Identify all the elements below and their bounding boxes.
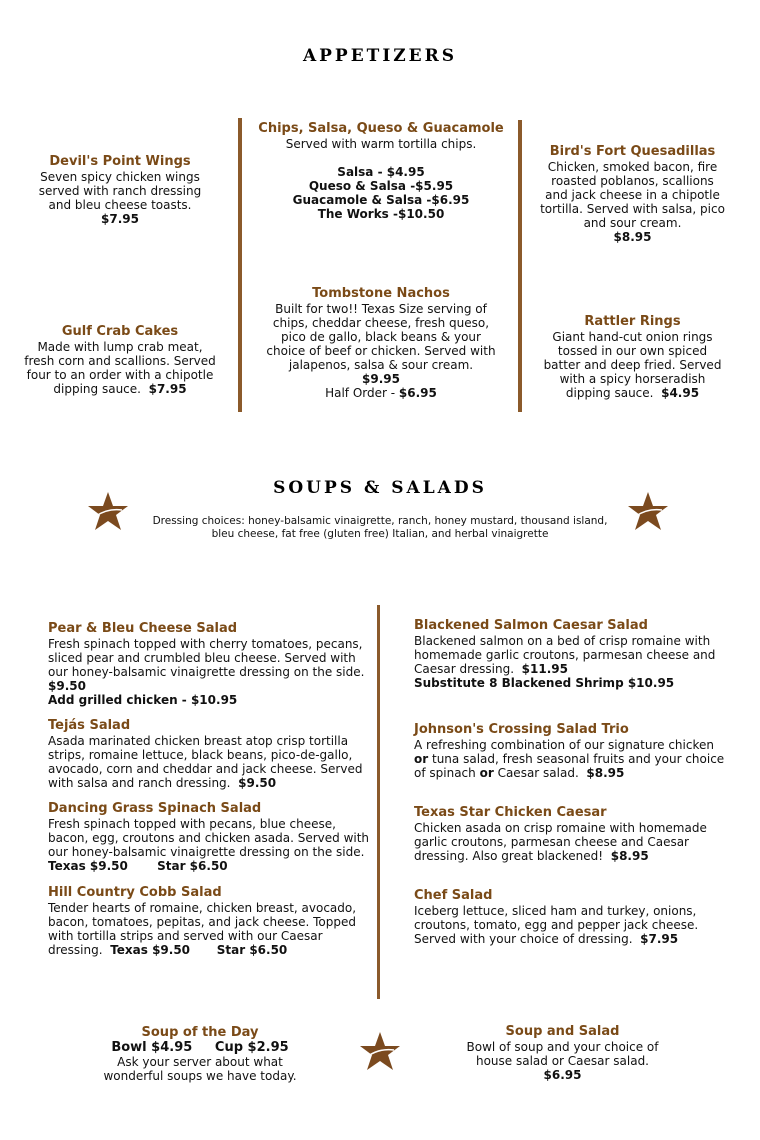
item-title: Gulf Crab Cakes [61,324,179,339]
item-substitute: Substitute 8 Blackened Shrimp $10.95 [414,676,675,690]
item-desc-line: Giant hand-cut onion rings [552,330,713,344]
price-texas: Texas $9.50 [48,859,128,873]
item-desc-line: chips, cheddar cheese, fresh queso, [272,316,490,330]
menu-item-gulf-crab-cakes [20,325,220,396]
menu-item-soup-and-salad [450,1025,675,1082]
item-title: Devil's Point Wings [49,154,191,169]
menu-item-pear-bleu-salad [48,622,364,707]
half-order-label: Half Order - [325,386,396,400]
item-desc-line: and sour cream. [583,216,682,230]
item-desc-line: roasted poblanos, scallions [551,174,714,188]
item-desc-line: Served with your choice of dressing. [414,932,633,946]
menu-item-soup-of-the-day [80,1026,320,1083]
item-title: Tombstone Nachos [312,286,450,301]
item-title: Blackened Salmon Caesar Salad [414,618,648,633]
item-addon: Add grilled chicken - $10.95 [48,693,238,707]
menu-item-tombstone-nachos [250,287,512,400]
item-desc-line: Blackened salmon on a bed of crisp romaine with [414,634,711,648]
item-desc-line: bacon, egg, croutons and chicken asada. Served with [48,831,370,845]
item-title: Chef Salad [414,888,493,903]
menu-item-birds-fort-quesadillas [530,145,735,244]
item-title: Bird's Fort Quesadillas [549,144,716,159]
item-price: $8.95 [613,230,652,244]
item-price: Guacamole & Salsa -$6.95 [292,193,470,207]
menu-item-rattler-rings [530,315,735,400]
item-desc-line: with a spicy horseradish [559,372,706,386]
item-title: Dancing Grass Spinach Salad [48,801,262,816]
item-desc-line: Fresh spinach topped with cherry tomatoes, pecans, [48,637,363,651]
menu-item-chef-salad [414,889,698,946]
item-price: Salsa - $4.95 [337,165,425,179]
item-desc-line: pico de gallo, black beans & your [281,330,481,344]
item-desc-line: and jack cheese in a chipotle [545,188,720,202]
item-desc-line: tossed in our own spiced [557,344,708,358]
item-desc-line: Fresh spinach topped with pecans, blue cheese, [48,817,336,831]
dressing-choices [100,515,660,541]
star-icon [358,1030,402,1074]
item-desc-line: served with ranch dressing [38,184,202,198]
item-title: Pear & Bleu Cheese Salad [48,621,238,636]
dressing-line: Dressing choices: honey-balsamic vinaigrette, ranch, honey mustard, thousand island, [152,515,608,527]
item-desc-line: Chicken asada on crisp romaine with homemade [414,821,707,835]
item-title: Rattler Rings [584,314,681,329]
item-price: $8.95 [586,766,625,780]
item-desc-line: dipping sauce. [565,386,654,400]
item-desc-line: dressing. [48,943,103,957]
item-title: Soup of the Day [141,1025,259,1040]
menu-item-dancing-grass-salad [48,802,369,873]
item-title: Chips, Salsa, Queso & Guacamole [258,121,504,136]
half-order-price: $6.95 [398,386,437,400]
price-star: Star $6.50 [216,943,288,957]
item-price: The Works -$10.50 [317,207,445,221]
item-desc-line: of spinach [414,766,476,780]
item-desc-line: Bowl of soup and your choice of [466,1040,659,1054]
appetizers-heading: APPETIZERS [302,46,458,66]
item-desc-line: dipping sauce. [53,382,141,396]
item-desc-line: Made with lump crab meat, [37,340,203,354]
item-desc-line: our honey-balsamic vinaigrette dressing on the side. [48,845,365,859]
item-desc-line: sliced pear and crumbled bleu cheese. Served with [48,651,356,665]
or-word: or [414,752,429,766]
item-desc-line: Built for two!! Texas Size serving of [275,302,487,316]
item-desc-line: choice of beef or chicken. Served with [266,344,496,358]
item-desc-line: and bleu cheese toasts. [48,198,192,212]
item-desc-line: garlic croutons, parmesan cheese and Caesar [414,835,689,849]
item-desc-line: house salad or Caesar salad. [475,1054,649,1068]
item-title: Soup and Salad [505,1024,620,1039]
item-desc-line: with tortilla strips and served with our Caesar [48,929,323,943]
or-word: or [479,766,494,780]
item-subtitle: Served with warm tortilla chips. [285,137,477,151]
item-desc-line: four to an order with a chipotle [26,368,214,382]
item-price: $7.95 [148,382,187,396]
item-desc-line: Ask your server about what [117,1055,283,1069]
price-star: Star $6.50 [157,859,228,873]
item-desc-line: with salsa and ranch dressing. [48,776,231,790]
item-price: $9.95 [362,372,400,386]
divider-right [518,120,522,412]
item-desc-line: avocado, corn and cheddar and jack cheese. Served [48,762,363,776]
item-desc-line: Chicken, smoked bacon, fire [547,160,718,174]
menu-item-blackened-salmon [414,619,715,690]
item-price: $6.95 [543,1068,582,1082]
item-title: Hill Country Cobb Salad [48,885,222,900]
item-desc-line: croutons, tomato, egg and pepper jack cheese. [414,918,699,932]
item-price: $7.95 [101,212,139,226]
item-price: $9.50 [238,776,277,790]
item-desc-line: Caesar dressing. [414,662,515,676]
item-desc-line: Asada marinated chicken breast atop crisp tortilla [48,734,349,748]
menu-item-hill-country-cobb [48,886,356,957]
menu-item-texas-star-caesar [414,806,707,863]
divider-center [377,605,380,999]
price-texas: Texas $9.50 [110,943,191,957]
item-desc-line: Seven spicy chicken wings [40,170,200,184]
item-desc-line: A refreshing combination of our signature chicken [414,738,714,752]
item-desc-line: dressing. Also great blackened! [414,849,604,863]
item-title: Texas Star Chicken Caesar [414,805,607,820]
item-desc-line: jalapenos, salsa & sour cream. [288,358,474,372]
item-desc-line: strips, romaine lettuce, black beans, pico-de-gallo, [48,748,353,762]
item-price: Bowl $4.95 Cup $2.95 [111,1040,289,1055]
menu-item-salad-trio [414,723,724,780]
item-desc-line: our honey-balsamic vinaigrette dressing on the side. [48,665,365,679]
item-desc-line: bacon, tomatoes, pepitas, and jack cheese. Topped [48,915,356,929]
divider-left [238,118,242,412]
item-desc-line: tortilla. Served with salsa, pico [540,202,725,216]
item-desc-line: tuna salad, fresh seasonal fruits and your choice [432,752,725,766]
item-price: Queso & Salsa -$5.95 [308,179,454,193]
item-desc-line: wonderful soups we have today. [103,1069,297,1083]
soups-salads-heading: SOUPS & SALADS [273,478,487,498]
item-desc-line: batter and deep fried. Served [543,358,722,372]
item-price: $4.95 [661,386,700,400]
menu-item-tejas-salad [48,719,362,790]
item-title: Johnson's Crossing Salad Trio [414,722,629,737]
item-price: $9.50 [48,679,86,693]
item-desc-line: Iceberg lettuce, sliced ham and turkey, onions, [414,904,697,918]
item-title: Tejás Salad [48,718,131,733]
item-price: $11.95 [521,662,568,676]
item-price: $8.95 [610,849,649,863]
menu-item-chips-salsa-queso [250,122,512,221]
item-desc-line: homemade garlic croutons, parmesan cheese and [414,648,716,662]
menu-item-devils-point-wings [20,155,220,226]
item-price: $7.95 [640,932,679,946]
item-desc-line: Caesar salad. [497,766,579,780]
item-desc-line: fresh corn and scallions. Served [24,354,216,368]
dressing-line: bleu cheese, fat free (gluten free) Italian, and herbal vinaigrette [211,528,549,540]
item-desc-line: Tender hearts of romaine, chicken breast, avocado, [48,901,357,915]
